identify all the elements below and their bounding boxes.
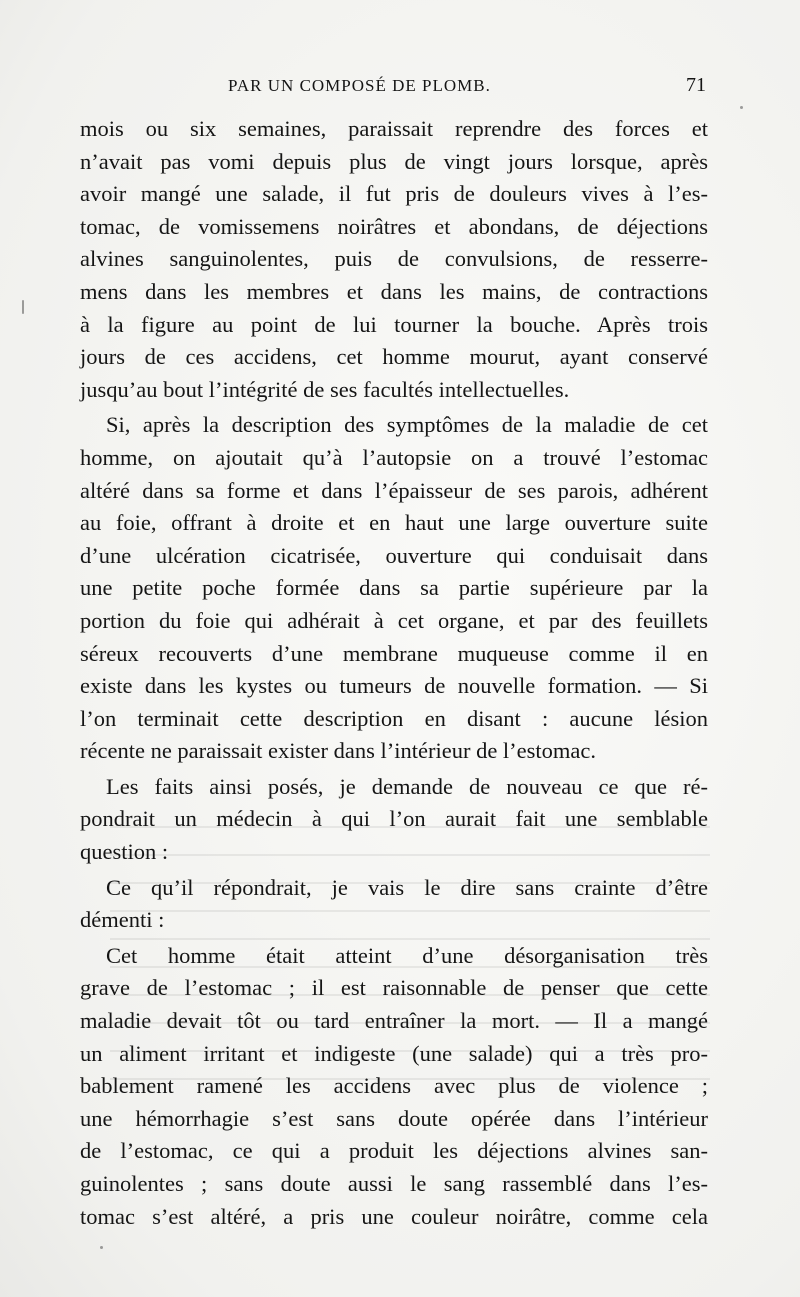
text-line: guinolentes ; sans doute aussi le sang rassemblé dans l’es-	[80, 1171, 708, 1196]
body-text	[80, 113, 708, 1233]
text-line: grave de l’estomac ; il est raisonnable de penser que cette	[80, 975, 708, 1001]
paper-speck	[22, 300, 24, 314]
text-line: Ce qu’il répondrait, je vais le dire sans crainte d’être	[106, 874, 708, 900]
text-line: d’une ulcération cicatrisée, ouverture qui conduisait dans	[80, 542, 708, 568]
text-line: homme, on ajoutait qu’à l’autopsie on a trouvé l’estomac	[80, 444, 708, 470]
text-line: l’on terminait cette description en disant : aucune lésion	[80, 705, 708, 731]
running-head: PAR UN COMPOSÉ DE PLOMB.	[228, 76, 491, 95]
text-line: tomac s’est altéré, a pris une couleur noirâtre, comme cela	[80, 1203, 708, 1229]
text-line: alvines sanguinolentes, puis de convulsions, de resserre-	[80, 246, 708, 272]
text-line: séreux recouverts d’une membrane muqueuse comme il en	[80, 640, 708, 666]
page-number: 71	[686, 74, 706, 96]
text-line: récente ne paraissait exister dans l’intérieur de l’estomac.	[80, 738, 597, 764]
text-line: un aliment irritant et indigeste (une salade) qui a très pro-	[80, 1040, 708, 1066]
text-line: Cet homme était atteint d’une désorganisation très	[106, 942, 708, 968]
text-line: question :	[80, 839, 169, 865]
text-line: Si, après la description des symptômes de la maladie de cet	[106, 412, 708, 438]
text-line: pondrait un médecin à qui l’on aurait fait une semblable	[80, 806, 708, 832]
text-line: n’avait pas vomi depuis plus de vingt jours lorsque, après	[80, 148, 708, 174]
text-line: au foie, offrant à droite et en haut une large ouverture suite	[80, 510, 708, 536]
text-line: existe dans les kystes ou tumeurs de nouvelle formation. — Si	[80, 673, 708, 699]
text-line: avoir mangé une salade, il fut pris de douleurs vives à l’es-	[80, 181, 708, 207]
text-line: maladie devait tôt ou tard entraîner la mort. — Il a mangé	[80, 1008, 708, 1034]
text-line: à la figure au point de lui tourner la bouche. Après trois	[80, 311, 708, 337]
text-line: jusqu’au bout l’intégrité de ses facultés intellectuelles.	[80, 376, 570, 402]
paper-speck	[740, 106, 743, 109]
page-header	[80, 76, 710, 104]
text-line: tomac, de vomissemens noirâtres et abondans, de déjections	[80, 213, 708, 239]
text-line: bablement ramené les accidens avec plus de violence ;	[80, 1073, 708, 1099]
text-line: Les faits ainsi posés, je demande de nouveau ce que ré-	[106, 773, 708, 799]
text-line: mens dans les membres et dans les mains, de contractions	[80, 278, 708, 304]
text-line: une hémorrhagie s’est sans doute opérée dans l’intérieur	[80, 1105, 708, 1131]
text-line: jours de ces accidens, cet homme mourut, ayant conservé	[80, 344, 708, 370]
text-line: mois ou six semaines, paraissait reprendre des forces et	[80, 116, 708, 141]
text-line: portion du foie qui adhérait à cet organe, et par des feuillets	[80, 607, 708, 633]
paper-speck	[100, 1246, 103, 1249]
text-line: démenti :	[80, 907, 165, 933]
text-line: de l’estomac, ce qui a produit les déjections alvines san-	[80, 1138, 708, 1164]
text-line: une petite poche formée dans sa partie supérieure par la	[80, 575, 708, 601]
text-line: altéré dans sa forme et dans l’épaisseur de ses parois, adhérent	[80, 477, 708, 503]
